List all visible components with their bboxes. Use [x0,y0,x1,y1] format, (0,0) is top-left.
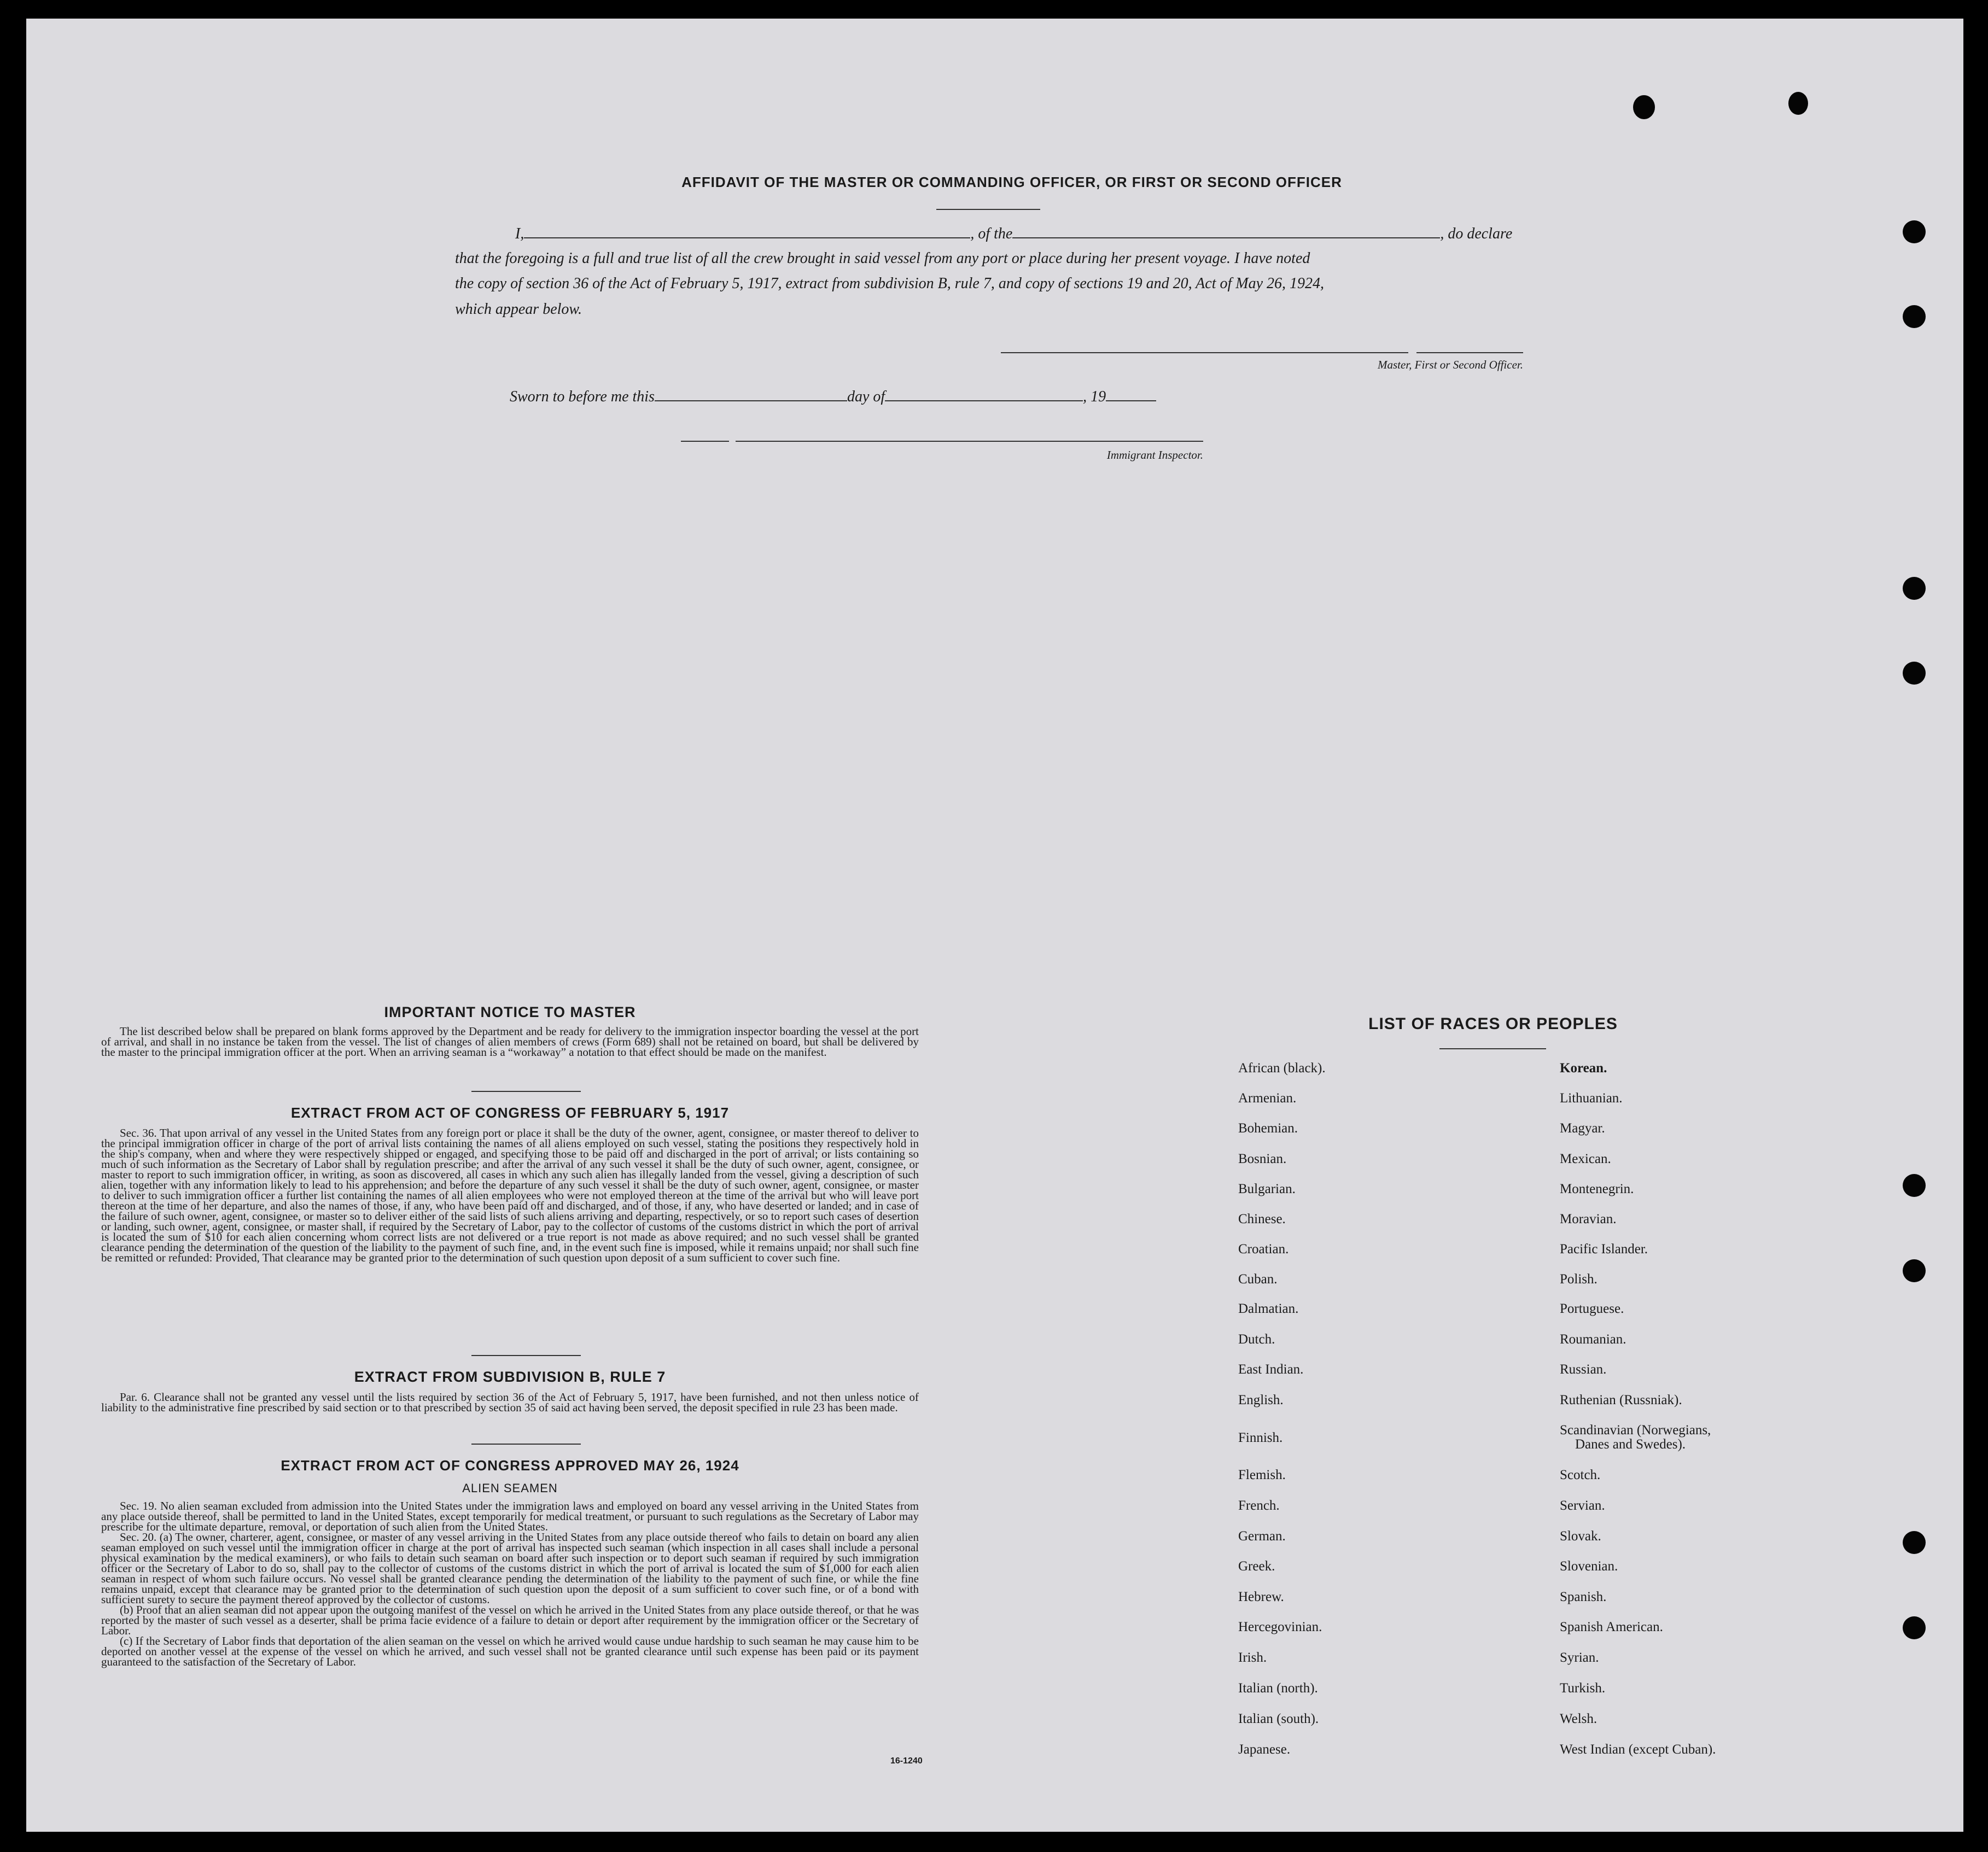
race-item: Roumanian. [1560,1332,1626,1347]
punch-hole [1903,577,1926,600]
affidavit-do-declare: , do declare [1440,225,1513,242]
race-item: Bulgarian. [1238,1182,1296,1196]
punch-hole [1633,95,1655,119]
year-text: , 19 [1083,388,1106,405]
notice-title: IMPORTANT NOTICE TO MASTER [384,1004,636,1020]
race-item: Mexican. [1560,1152,1611,1166]
extract-1924-title: EXTRACT FROM ACT OF CONGRESS APPROVED MAY 26, 1924 [281,1457,739,1474]
race-item: Slovak. [1560,1529,1601,1544]
sec-20c-paragraph: (c) If the Secretary of Labor finds that deportation of the alien seaman on the vessel on which he arrived would cause undue hardship to such seaman he may cause him to be deported on another vessel at the expense of the vessel on which he arrived, and such vessel shall not be granted clearance until such expense has been paid or its payment guaranteed to the satisfaction of the Secretary of Labor. [101,1634,919,1668]
year-blank[interactable] [1106,386,1156,401]
punch-hole [1903,1259,1926,1282]
extract-rule7-title: EXTRACT FROM SUBDIVISION B, RULE 7 [354,1369,666,1385]
extract-1917-divider [471,1355,581,1356]
race-item: Hebrew. [1238,1590,1284,1604]
title-divider [936,209,1040,210]
affidavit-title: AFFIDAVIT OF THE MASTER OR COMMANDING OFFICER, OR FIRST OR SECOND OFFICER [681,174,1342,190]
race-item: East Indian. [1238,1362,1304,1377]
extract-rule7-divider [471,1444,581,1445]
race-item: Bosnian. [1238,1152,1287,1166]
race-item: Servian. [1560,1498,1605,1513]
name-blank[interactable] [524,223,970,238]
vessel-blank[interactable] [1012,223,1440,238]
sec-36-paragraph: Sec. 36. That upon arrival of any vessel in the United States from any foreign port or place it shall be the duty of the owner, agent, consignee, or master thereof to deliver to the principal immigration officer in charge of the port of arrival lists containing the names of all aliens employed on such vessel, stating the positions they respectively hold in the ship's company, when and where they were respectively shipped or engaged, and specifying those to be paid off and discharged in the port of arrival; or lists containing so much of such information as the Secretary of Labor shall by regulation prescribe; and after the arrival of any such vessel it shall be the duty of such owner, agent, consignee, or master to report to such immigration officer, in writing, as soon as discovered, all cases in which any such alien has illegally landed from the vessel, giving a description of such alien, together with any information likely to lead to his apprehension; and before the departure of any such vessel it shall be the duty of such owner, agent, consignee, or master to deliver to such immigration officer a further list containing the names of all alien employees who were not employed thereon at the time of the arrival but who will leave port thereon at the time of her departure, and also the names of those, if any, who have been paid off and discharged, and of those, if any, who have deserted or landed; and in case of the failure of such owner, agent, consignee, or master so to deliver either of the said lists of such aliens arriving and departing, respectively, or so to report such cases of desertion or landing, such owner, agent, consignee, or master shall, if required by the Secretary of Labor, pay to the collector of customs of the customs district in which the port of arrival is located the sum of $10 for each alien concerning whom correct lists are not delivered or a true report is not made as above required; and no such vessel shall be granted clearance pending the determination of the question of the liability to the payment of such fine, and, in the event such fine is imposed, while it remains unpaid; nor shall such fine be remitted or refunded: Provided, That clearance may be granted prior to the determination of such question upon deposit of a sum sufficient to cover such fine. [101,1126,919,1264]
inspector-signature-line[interactable] [736,441,1203,442]
race-item: Flemish. [1238,1468,1286,1482]
punch-hole [1903,1531,1926,1554]
race-item: Ruthenian (Russniak). [1560,1393,1682,1407]
master-signature-line-short [1416,352,1523,353]
race-item: Finnish. [1238,1430,1283,1445]
punch-hole [1903,220,1926,243]
extract-1917-title: EXTRACT FROM ACT OF CONGRESS OF FEBRUARY 5, 1917 [290,1105,730,1121]
extract-1924-subtitle: ALIEN SEAMEN [462,1481,558,1495]
form-number: 16-1240 [890,1756,923,1766]
race-item: Magyar. [1560,1121,1605,1136]
race-item: French. [1238,1498,1280,1513]
affidavit-of-the: , of the [970,225,1013,242]
race-item: Spanish. [1560,1590,1607,1604]
race-item: Spanish American. [1560,1620,1663,1634]
punch-hole [1903,305,1926,328]
month-blank[interactable] [885,386,1083,401]
notice-paragraph: The list described below shall be prepared on blank forms approved by the Department and be ready for delivery to the immigration inspector boarding the vessel at the port of arrival, and shall in no instance be taken from the vessel. The list of changes of alien members of crews (Form 689) shall not be retained on board, but shall be delivered by the master to the principal immigration officer at the port. When an arriving seaman is a “workaway” a notation to that effect should be made on the manifest. [101,1025,919,1059]
race-item: West Indian (except Cuban). [1560,1742,1716,1757]
punch-hole [1903,1616,1926,1639]
race-item: Lithuanian. [1560,1091,1623,1106]
race-item: Welsh. [1560,1711,1598,1726]
race-item: Dutch. [1238,1332,1275,1347]
race-item: Syrian. [1560,1650,1599,1665]
race-item: Chinese. [1238,1212,1286,1226]
race-item: Scotch. [1560,1468,1601,1482]
day-blank[interactable] [655,386,847,401]
race-item: Pacific Islander. [1560,1242,1648,1257]
extract-1924-text [101,1501,919,1667]
races-divider [1439,1048,1546,1049]
day-of-text: day of [847,388,885,405]
sworn-line [510,386,1221,406]
affidavit-i: I, [515,225,524,242]
punch-hole [1903,1174,1926,1197]
race-item: Cuban. [1238,1272,1278,1287]
race-item: Irish. [1238,1650,1267,1665]
inspector-signature-label: Immigrant Inspector. [1106,448,1203,461]
affidavit-declaration-line4: which appear below. [455,301,582,318]
affidavit-declaration-line3: the copy of section 36 of the Act of February 5, 1917, extract from subdivision B, rule 7, and copy of sections 19 and 20, Act of May 26, 1924, [455,275,1325,292]
race-item: Scandinavian (Norwegians, [1560,1423,1711,1438]
race-item: Japanese. [1238,1742,1291,1757]
sec-20b-paragraph: (b) Proof that an alien seaman did not appear upon the outgoing manifest of the vessel on which he arrived in the United States from any place outside thereof, or that he was reported by the master of such vessel as a deserter, shall be prima facie evidence of a failure to detain or deport after requirement by the immigration officer or the Secretary of Labor. [101,1603,919,1637]
extract-1917-text [101,1128,919,1263]
race-item: Portuguese. [1560,1301,1624,1316]
race-item: Italian (north). [1238,1681,1318,1696]
sworn-text: Sworn to before me this [510,388,655,405]
punch-hole [1903,662,1926,685]
master-signature-label: Master, First or Second Officer. [1378,358,1523,371]
race-item: Hercegovinian. [1238,1620,1322,1634]
inspector-signature-line-short [681,441,729,442]
race-item: Turkish. [1560,1681,1606,1696]
extract-rule7-text [101,1392,919,1413]
race-item: African (black). [1238,1061,1326,1076]
race-item: Greek. [1238,1559,1275,1574]
affidavit-declaration-line1 [515,223,1527,243]
race-item: German. [1238,1529,1286,1544]
affidavit-declaration-line2: that the foregoing is a full and true list of all the crew brought in said vessel from any port or place during her present voyage. I have noted [455,250,1310,267]
punch-hole [1788,92,1808,115]
par-6-paragraph: Par. 6. Clearance shall not be granted any vessel until the lists required by section 36 of the Act of February 5, 1917, have been furnished, and not then unless notice of liability to the administrative fine prescribed by said section or to that prescribed by section 35 of said act having been served, the deposit specified in rule 23 has been made. [101,1391,919,1414]
race-item: Armenian. [1238,1091,1297,1106]
sec-19-paragraph: Sec. 19. No alien seaman excluded from admission into the United States under the immigration laws and employed on board any vessel arriving in the United States from any place outside thereof, shall be permitted to land in the United States, except temporarily for medical treatment, or pursuant to such regulations as the Secretary of Labor may prescribe for the ultimate departure, removal, or deportation of such alien from the United States. [101,1499,919,1533]
notice-text [101,1026,919,1058]
race-item: Croatian. [1238,1242,1289,1257]
race-item-wrap: Danes and Swedes). [1575,1437,1686,1452]
race-item: Dalmatian. [1238,1301,1299,1316]
race-item: Russian. [1560,1362,1607,1377]
race-item: Moravian. [1560,1212,1617,1226]
race-item: English. [1238,1393,1284,1407]
races-title: LIST OF RACES OR PEOPLES [1368,1015,1618,1033]
race-item: Bohemian. [1238,1121,1298,1136]
race-item: Slovenian. [1560,1559,1618,1574]
master-signature-line[interactable] [1001,352,1408,353]
notice-divider [471,1091,581,1092]
sec-20a-paragraph: Sec. 20. (a) The owner, charterer, agent, consignee, or master of any vessel arriving in the United States from any place outside thereof who fails to detain on board any alien seaman employed on such vessel until the immigration officer in charge at the port of arrival has inspected such seaman (which inspection in all cases shall include a personal physical examination by the medical examiners), or who fails to detain such seaman on board after such inspection or to deport such seaman if required by such immigration officer or the Secretary of Labor to do so, shall pay to the collector of customs of the customs district in which the port of arrival is located the sum of $1,000 for each alien seaman in respect of whom such failure occurs. No vessel shall be granted clearance pending the determination of the liability to the payment of such fine, or while the fine remains unpaid, except that clearance may be granted prior to the determination of such question upon the deposit of a sum sufficient to cover such fine, or of a bond with sufficient surety to secure the payment thereof approved by the collector of customs. [101,1530,919,1606]
race-item: Korean. [1560,1061,1607,1076]
race-item: Montenegrin. [1560,1182,1634,1196]
race-item: Italian (south). [1238,1711,1319,1726]
race-item: Polish. [1560,1272,1598,1287]
